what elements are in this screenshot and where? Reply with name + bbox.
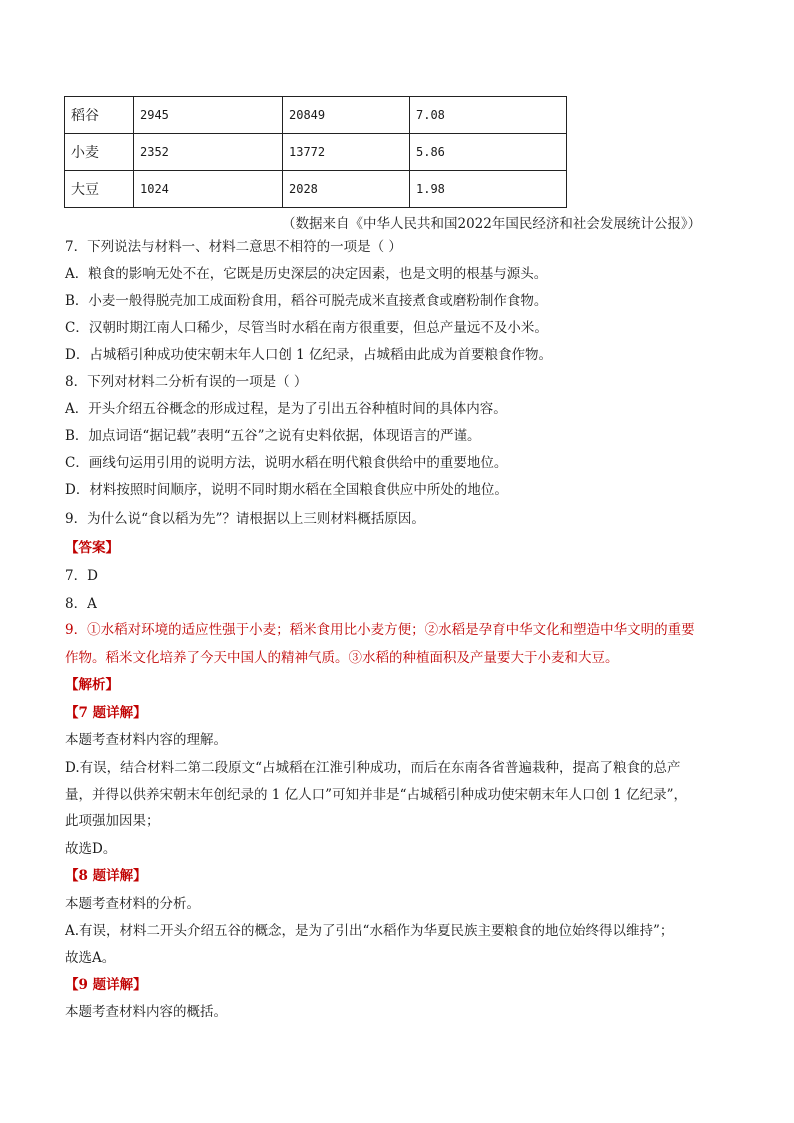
- analysis-8-line-1: A.有误，材料二开头介绍五谷的概念，是为了引出“水稻作为华夏民族主要粮食的地位始终得以维持”；: [65, 923, 674, 939]
- answer-8: 8．A: [65, 596, 97, 612]
- question-9-stem: 9．为什么说“食以稻为先”？请根据以上三则材料概括原因。: [65, 511, 425, 527]
- table-cell: 2028: [283, 171, 410, 208]
- table-cell: 2945: [134, 97, 283, 134]
- analysis-7-title: 【7 题详解】: [65, 705, 147, 721]
- analysis-7-line-3: 此项强加因果；: [65, 813, 160, 829]
- table-cell: 13772: [283, 134, 410, 171]
- question-7-stem: 7．下列说法与材料一、材料二意思不相符的一项是（ ）: [65, 239, 402, 255]
- analysis-8-intro: 本题考查材料的分析。: [65, 896, 200, 912]
- crop-name: 大豆: [65, 171, 134, 208]
- question-7-option-a: A．粮食的影响无处不在，它既是历史深层的决定因素，也是文明的根基与源头。: [65, 266, 548, 282]
- analysis-9-title: 【9 题详解】: [65, 977, 147, 993]
- analysis-7-intro: 本题考查材料内容的理解。: [65, 732, 227, 748]
- table-cell: 7.08: [410, 97, 567, 134]
- table-cell: 20849: [283, 97, 410, 134]
- analysis-7-line-1: D.有误，结合材料二第二段原文“占城稻在江淮引种成功，而后在东南各省普遍栽种，提高了粮食的总产: [65, 760, 681, 776]
- question-7-option-c: C．汉朝时期江南人口稀少，尽管当时水稻在南方很重要，但总产量远不及小米。: [65, 320, 548, 336]
- question-8-option-b: B．加点词语“据记载”表明“五谷”之说有史料依据，体现语言的严谨。: [65, 428, 481, 444]
- question-8-option-c: C．画线句运用引用的说明方法，说明水稻在明代粮食供给中的重要地位。: [65, 455, 508, 471]
- data-source-note: （数据来自《中华人民共和国2022年国民经济和社会发展统计公报》）: [282, 216, 702, 232]
- crop-name: 稻谷: [65, 97, 134, 134]
- crop-statistics-table: [64, 96, 567, 208]
- analysis-7-choice: 故选D。: [65, 841, 117, 857]
- question-7-option-b: B．小麦一般得脱壳加工成面粉食用，稻谷可脱壳成米直接煮食或磨粉制作食物。: [65, 293, 548, 309]
- answer-9-line-1: 9．①水稻对环境的适应性强于小麦；稻米食用比小麦方便；②水稻是孕育中华文化和塑造中华文明的重要: [65, 622, 695, 638]
- question-8-option-d: D．材料按照时间顺序，说明不同时期水稻在全国粮食供应中所处的地位。: [65, 482, 508, 498]
- question-7-option-d: D．占城稻引种成功使宋朝末年人口创 1 亿纪录，占城稻由此成为首要粮食作物。: [65, 347, 552, 363]
- table-cell: 1.98: [410, 171, 567, 208]
- analysis-8-title: 【8 题详解】: [65, 868, 147, 884]
- table-row: [65, 171, 567, 208]
- analysis-9-intro: 本题考查材料内容的概括。: [65, 1004, 227, 1020]
- crop-name: 小麦: [65, 134, 134, 171]
- analysis-heading: 【解析】: [65, 677, 119, 693]
- answer-9-line-2: 作物。稻米文化培养了今天中国人的精神气质。③水稻的种植面积及产量要大于小麦和大豆。: [65, 650, 619, 666]
- table-cell: 2352: [134, 134, 283, 171]
- table-cell: 1024: [134, 171, 283, 208]
- analysis-7-line-2: 量，并得以供养宋朝末年创纪录的 1 亿人口”可知并非是“占城稻引种成功使宋朝末年人口创 1 亿纪录”，: [65, 787, 688, 803]
- table-row: [65, 97, 567, 134]
- table-cell: 5.86: [410, 134, 567, 171]
- question-8-stem: 8．下列对材料二分析有误的一项是（ ）: [65, 374, 308, 390]
- analysis-8-choice: 故选A。: [65, 950, 116, 966]
- question-8-option-a: A．开头介绍五谷概念的形成过程，是为了引出五谷种植时间的具体内容。: [65, 401, 507, 417]
- answer-7: 7．D: [65, 568, 98, 584]
- answer-heading: 【答案】: [65, 540, 119, 556]
- table-row: [65, 134, 567, 171]
